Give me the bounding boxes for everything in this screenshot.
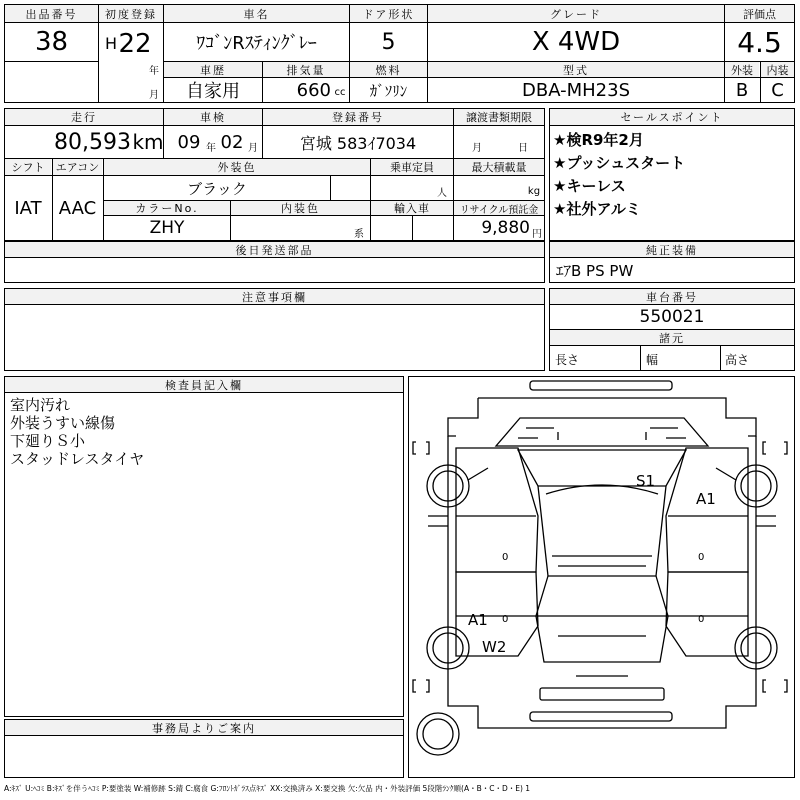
dimensions-title: 諸元 — [550, 330, 794, 345]
fuel-value: ｶﾞｿﾘﾝ — [369, 81, 408, 100]
doors-value: 5 — [381, 29, 396, 55]
sales-point: ★検R9年2月 — [553, 131, 644, 149]
office-label: 事務局よりご案内 — [5, 720, 403, 735]
load-unit: kg — [527, 185, 541, 197]
damage-mark-a1-left: A1 — [468, 611, 488, 629]
capacity-label: 乗車定員 — [371, 159, 453, 175]
import-label: 輸入車 — [371, 201, 453, 215]
grade-label: グレード — [428, 5, 724, 22]
interior-label: 内装 — [761, 62, 794, 77]
inspection-year-unit: 年 — [206, 142, 216, 154]
ac-value: AAC — [58, 197, 97, 219]
int-color-unit: 系 — [354, 228, 364, 240]
exterior-grade: B — [735, 79, 749, 101]
registration-label: 登録番号 — [263, 109, 453, 125]
type-value: DBA-MH23S — [521, 79, 631, 101]
model-label: 車名 — [164, 5, 349, 22]
displacement-value: 660 — [296, 79, 331, 101]
svg-text:0: 0 — [698, 552, 705, 563]
length-label: 長さ — [555, 352, 580, 367]
shift-label: シフト — [5, 159, 51, 175]
era: H — [104, 33, 118, 53]
sales-point: ★プッシュスタート — [553, 154, 686, 172]
notes-label: 注意事項欄 — [5, 289, 544, 304]
ext-color-value: ブラック — [187, 179, 247, 198]
history-value: 自家用 — [186, 81, 240, 102]
capacity-unit: 人 — [437, 187, 447, 199]
displacement-label: 排気量 — [263, 62, 349, 77]
svg-text:0: 0 — [502, 614, 509, 625]
mileage-value: 80,593 — [54, 129, 131, 155]
fuel-label: 燃料 — [350, 62, 427, 77]
transfer-deadline-label: 譲渡書類期限 — [454, 109, 544, 125]
recycle-value: 9,880 — [481, 218, 530, 238]
damage-mark-s1: S1 — [636, 472, 656, 490]
mileage-unit: km — [132, 130, 164, 154]
svg-text:0: 0 — [502, 552, 509, 563]
model-name: ﾜｺﾞﾝRｽﾃｨﾝｸﾞﾚｰ — [196, 33, 317, 54]
lot-label: 出品番号 — [5, 5, 98, 22]
int-color-label: 内装色 — [231, 201, 370, 215]
exterior-label: 外装 — [725, 62, 759, 77]
inspection-month-unit: 月 — [248, 142, 258, 154]
equipment-value: ｴｱB PS PW — [556, 261, 634, 280]
sales-points-title: セールスポイント — [550, 109, 794, 125]
transfer-day-unit: 日 — [518, 142, 528, 154]
inspection-label: 車検 — [164, 109, 262, 125]
height-label: 高さ — [725, 352, 750, 367]
lot-number: 38 — [34, 27, 69, 57]
registration-number: 宮城 583ｲ7034 — [299, 133, 417, 153]
history-label: 車歴 — [164, 62, 262, 77]
sales-point: ★キーレス — [553, 177, 626, 195]
ac-label: エアコン — [53, 159, 102, 175]
color-no-value: ZHY — [149, 218, 185, 238]
first-reg-year: 22 — [118, 29, 152, 59]
inspector-title: 検査員記入欄 — [5, 377, 403, 392]
load-label: 最大積載量 — [454, 159, 544, 175]
chassis-number: 550021 — [639, 307, 705, 327]
interior-grade: C — [771, 79, 784, 101]
inspection-year: 09 — [177, 131, 201, 153]
mileage-label: 走行 — [5, 109, 163, 125]
inspector-note: スタッドレスタイヤ — [10, 450, 145, 468]
score-value: 4.5 — [737, 25, 782, 59]
footer-legend: A:ｷｽﾞ U:ﾍｺﾐ B:ｷｽﾞを伴うﾍｺﾐ P:要塗装 W:補修跡 S:錆 C:腐食 G:ﾌﾛﾝﾄｶﾞﾗｽ点ｷｽﾞ XX:交換済み X:要交換 欠:欠品 内・外装評価 5段階ﾗﾝｸ順(A・B・C・D・E) 1 — [4, 783, 531, 793]
sales-point: ★社外アルミ — [553, 200, 641, 218]
score-label: 評価点 — [725, 5, 794, 22]
first-reg-label: 初度登録 — [99, 5, 163, 22]
width-label: 幅 — [646, 352, 659, 367]
type-label: 型式 — [428, 62, 724, 77]
month-unit: 月 — [149, 89, 159, 101]
equipment-title: 純正装備 — [550, 242, 794, 257]
transfer-month-unit: 月 — [472, 142, 482, 154]
recycle-unit: 円 — [532, 228, 542, 240]
damage-mark-w2: W2 — [482, 638, 507, 656]
inspector-note: 下廻りＳ小 — [10, 432, 86, 450]
grade-value: X 4WD — [531, 27, 621, 57]
recycle-label: リサイクル預託金 — [454, 201, 544, 215]
svg-text:0: 0 — [698, 614, 705, 625]
inspector-note: 室内汚れ — [10, 396, 71, 414]
chassis-title: 車台番号 — [550, 289, 794, 304]
shift-value: IAT — [14, 197, 42, 219]
later-parts-label: 後日発送部品 — [5, 242, 544, 257]
car-damage-diagram — [408, 376, 795, 778]
year-unit: 年 — [149, 65, 159, 77]
inspection-month: 02 — [220, 131, 244, 153]
inspector-note: 外装うすい線傷 — [10, 414, 116, 432]
displacement-unit: cc — [334, 86, 346, 98]
damage-mark-a1-right: A1 — [696, 490, 716, 508]
doors-label: ドア形状 — [350, 5, 427, 22]
color-no-label: カラーNo. — [104, 201, 230, 215]
ext-color-label: 外装色 — [104, 159, 370, 175]
